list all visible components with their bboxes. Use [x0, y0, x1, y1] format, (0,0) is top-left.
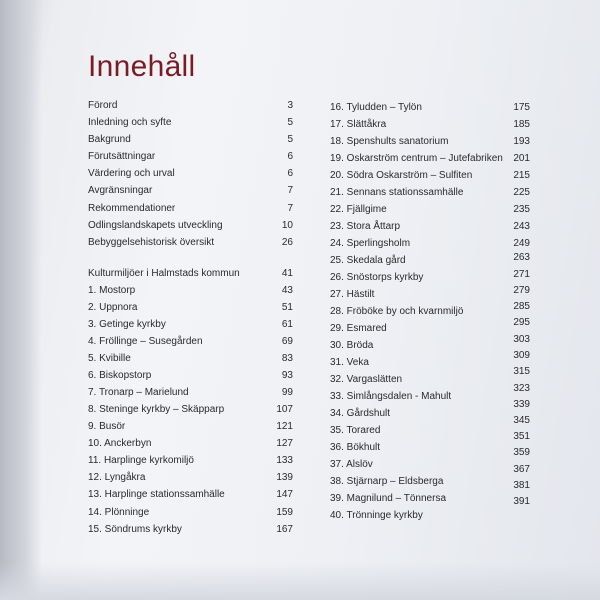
toc-entry-page-number: 391	[513, 496, 530, 507]
toc-entry-page-number: 323	[513, 383, 530, 394]
toc-entry-label: 10. Anckerbyn	[88, 438, 152, 449]
toc-entry-label: Rekommendationer	[88, 203, 176, 214]
toc-entry-label: Kulturmiljöer i Halmstads kommun	[88, 268, 240, 279]
toc-entry-label: 35. Torared	[330, 425, 381, 436]
toc-entry	[330, 221, 530, 239]
toc-entry-page-number: 83	[281, 353, 293, 364]
toc-entry	[330, 399, 530, 426]
toc-entry-label: Förutsättningar	[88, 151, 156, 162]
toc-entry	[330, 301, 530, 324]
toc-entry-label: 40. Trönninge kyrkby	[330, 510, 423, 521]
toc-entry-page-number: 41	[281, 268, 293, 279]
toc-entry-label: 30. Bröda	[330, 340, 374, 351]
toc-entry-label: 25. Skedala gård	[330, 255, 406, 266]
toc-entry-label: Värdering och urval	[88, 168, 175, 179]
book-spine-shadow	[0, 0, 42, 600]
toc-entry-page-number: 26	[281, 237, 293, 248]
toc-entry-label: 16. Tyludden – Tylön	[330, 102, 422, 113]
toc-entry	[330, 431, 530, 460]
toc-entry-page-number: 235	[513, 204, 530, 215]
toc-entry-page-number: 147	[276, 489, 293, 500]
toc-entry-page-number: 367	[513, 464, 530, 475]
toc-entry-label: Bebyggelsehistorisk översikt	[88, 237, 215, 248]
toc-entry-page-number: 303	[513, 334, 530, 345]
toc-entry-page-number: 7	[287, 185, 293, 196]
toc-entry	[330, 119, 530, 137]
toc-entry-page-number: 7	[287, 203, 293, 214]
toc-entry	[88, 370, 293, 388]
toc-entry	[330, 383, 530, 409]
toc-entry	[330, 334, 530, 358]
toc-entry-page-number: 193	[513, 136, 530, 147]
toc-entry-page-number: 225	[513, 187, 530, 198]
toc-entry-label: 21. Sennans stationssamhälle	[330, 187, 464, 198]
toc-entry	[330, 415, 530, 443]
toc-entry-page-number: 381	[513, 480, 530, 491]
toc-entry	[88, 507, 293, 525]
toc-entry	[330, 187, 530, 205]
toc-entry-page-number: 359	[513, 447, 530, 458]
toc-entry-page-number: 69	[281, 336, 293, 347]
toc-entry-label: Bakgrund	[88, 134, 131, 145]
toc-entry-label: 13. Harplinge stationssamhälle	[88, 489, 225, 500]
toc-entry-page-number: 215	[513, 170, 530, 181]
toc-entry-page-number: 93	[281, 370, 293, 381]
toc-entry-page-number: 121	[276, 421, 293, 432]
toc-entry	[88, 438, 293, 456]
toc-entry-label: 15. Söndrums kyrkby	[88, 524, 182, 535]
toc-entry-page-number: 185	[513, 119, 530, 130]
toc-entry-page-number: 133	[276, 455, 293, 466]
toc-entry-label: 11. Harplinge kyrkomiljö	[88, 455, 194, 466]
toc-entry-page-number: 139	[276, 472, 293, 483]
toc-entry-page-number: 249	[513, 238, 530, 249]
toc-entry-page-number: 107	[276, 404, 293, 415]
toc-entry	[88, 168, 293, 186]
toc-entry	[330, 153, 530, 171]
toc-entry-label: 31. Veka	[330, 357, 369, 368]
toc-entry-label: 12. Lyngåkra	[88, 472, 146, 483]
toc-entry-label: 39. Magnilund – Tönnersa	[330, 493, 447, 504]
toc-entry	[88, 268, 293, 286]
toc-entry-label: 28. Fröböke by och kvarnmiljö	[330, 306, 464, 317]
toc-entry	[330, 350, 530, 375]
toc-entry-label: 14. Plönninge	[88, 507, 150, 518]
toc-entry	[330, 238, 530, 256]
toc-entry-page-number: 315	[513, 366, 530, 377]
toc-entry-label: 37. Alslöv	[330, 459, 373, 470]
toc-entry	[88, 336, 293, 354]
toc-entry	[330, 252, 530, 273]
toc-entry	[88, 117, 293, 135]
toc-entry	[88, 524, 293, 542]
toc-entry-page-number: 43	[281, 285, 293, 296]
toc-entry-page-number: 243	[513, 221, 530, 232]
toc-entry	[330, 170, 530, 188]
toc-entry-label: 24. Sperlingsholm	[330, 238, 411, 249]
toc-entry-label: 7. Tronarp – Marielund	[88, 387, 189, 398]
toc-entry-label: 1. Mostorp	[88, 285, 136, 296]
toc-entry-label: 9. Busör	[88, 421, 126, 432]
toc-entry-page-number: 339	[513, 399, 530, 410]
toc-entry	[330, 366, 530, 392]
toc-entry	[88, 421, 293, 439]
toc-entry-label: Odlingslandskapets utveckling	[88, 220, 223, 231]
toc-entry-page-number: 10	[281, 220, 293, 231]
toc-entry	[88, 302, 293, 320]
toc-entry-label: 2. Uppnora	[88, 302, 138, 313]
toc-entry	[88, 353, 293, 371]
toc-entry-page-number: 5	[287, 117, 293, 128]
toc-entry	[330, 136, 530, 154]
toc-entry-page-number: 351	[513, 431, 530, 442]
toc-entry-label: Förord	[88, 100, 118, 111]
toc-entry-label: 27. Hästilt	[330, 289, 375, 300]
toc-entry-label: 26. Snöstorps kyrkby	[330, 272, 424, 283]
toc-entry-label: 5. Kvibille	[88, 353, 131, 364]
toc-entry-page-number: 159	[276, 507, 293, 518]
toc-entry-page-number: 279	[513, 285, 530, 296]
toc-entry-page-number: 295	[513, 317, 530, 328]
toc-entry-page-number: 6	[287, 168, 293, 179]
toc-entry-label: 33. Simlångsdalen - Mahult	[330, 391, 452, 402]
toc-entry-page-number: 201	[513, 153, 530, 164]
toc-entry	[88, 220, 293, 238]
toc-entry-page-number: 345	[513, 415, 530, 426]
toc-entry-page-number: 61	[281, 319, 293, 330]
toc-entry-label: 38. Stjärnarp – Eldsberga	[330, 476, 444, 487]
toc-entry-page-number: 5	[287, 134, 293, 145]
toc-entry-label: 4. Fröllinge – Susegården	[88, 336, 203, 347]
toc-entry-label: 29. Esmared	[330, 323, 387, 334]
toc-entry-label: 22. Fjällgime	[330, 204, 387, 215]
toc-entry	[88, 100, 293, 118]
toc-entry-page-number: 6	[287, 151, 293, 162]
toc-entry	[88, 185, 293, 203]
toc-entry-label: 17. Slättåkra	[330, 119, 387, 130]
toc-entry	[88, 319, 293, 337]
toc-entry	[330, 285, 530, 307]
toc-entry	[88, 237, 293, 255]
toc-entry-label: 20. Södra Oskarström – Sulfiten	[330, 170, 473, 181]
toc-entry-label: 19. Oskarström centrum – Jutefabriken	[330, 153, 503, 164]
toc-entry	[330, 269, 530, 290]
toc-entry	[330, 317, 530, 341]
toc-entry-label: 18. Spenshults sanatorium	[330, 136, 449, 147]
page-title: Innehåll	[88, 50, 196, 83]
toc-entry	[88, 203, 293, 221]
toc-entry-page-number: 167	[276, 524, 293, 535]
toc-entry-label: 6. Biskopstorp	[88, 370, 152, 381]
toc-entry-page-number: 175	[513, 102, 530, 113]
toc-entry-label: 23. Stora Åttarp	[330, 221, 401, 232]
toc-entry-page-number: 309	[513, 350, 530, 361]
toc-entry	[330, 102, 530, 120]
toc-entry	[88, 404, 293, 422]
toc-entry	[88, 455, 293, 473]
toc-entry-label: 34. Gårdshult	[330, 408, 391, 419]
toc-entry	[330, 204, 530, 222]
toc-entry	[88, 151, 293, 169]
toc-entry-page-number: 285	[513, 301, 530, 312]
toc-entry-label: 3. Getinge kyrkby	[88, 319, 166, 330]
toc-entry-label: 32. Vargaslätten	[330, 374, 403, 385]
toc-entry	[88, 472, 293, 490]
toc-entry-page-number: 51	[281, 302, 293, 313]
toc-entry-page-number: 271	[513, 269, 530, 280]
toc-entry	[88, 285, 293, 303]
toc-entry	[88, 489, 293, 507]
toc-entry-page-number: 127	[276, 438, 293, 449]
toc-entry-page-number: 99	[281, 387, 293, 398]
toc-entry-label: 36. Bökhult	[330, 442, 381, 453]
toc-entry	[88, 134, 293, 152]
toc-entry-page-number: 3	[287, 100, 293, 111]
toc-entry-label: 8. Steninge kyrkby – Skäpparp	[88, 404, 225, 415]
page-bottom-edge	[0, 562, 600, 600]
toc-entry-label: Avgränsningar	[88, 185, 153, 196]
toc-entry-label: Inledning och syfte	[88, 117, 172, 128]
toc-entry	[88, 387, 293, 405]
toc-entry-page-number: 263	[513, 252, 530, 263]
